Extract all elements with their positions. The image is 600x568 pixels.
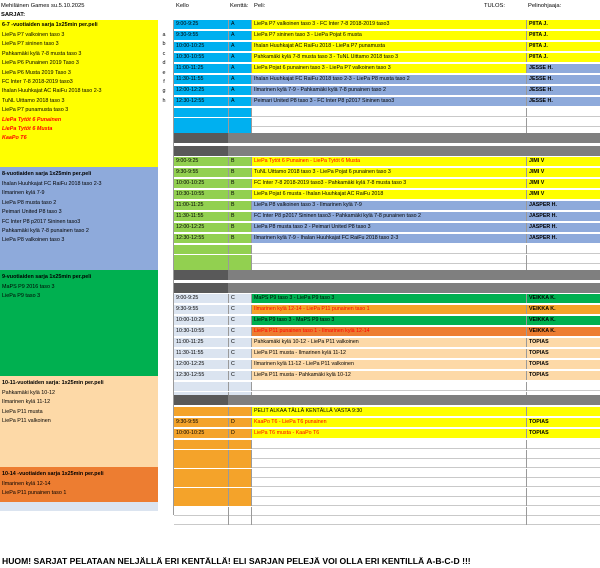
match-leader (526, 516, 600, 525)
field-label: C (228, 316, 251, 325)
match-time: 10:30-10:55 (174, 327, 228, 336)
match-leader (526, 118, 600, 127)
match-name: Peimari United P8 taso 3 - FC Inter P8 p2017 Sininen taso3 (251, 97, 526, 106)
match-name: LiePa P7 sininen taso 3 - LiePa Pojat 6 musta (251, 31, 526, 40)
schedule-row (174, 469, 600, 478)
match-leader (526, 440, 600, 449)
match-time: 12:30-12:55 (174, 371, 228, 380)
team-letter: b (162, 41, 166, 48)
match-name: Ilmarinen kylä 12-14 - LiePa P11 punainen taso 1 (251, 305, 526, 314)
match-time (174, 516, 228, 525)
schedule-row (174, 75, 600, 84)
match-name (251, 118, 526, 127)
team-name: FC Inter 7-8 2018-2019 taso3 (2, 79, 73, 85)
field-label: B (228, 157, 251, 166)
match-name: LiePa Tytöt 6 Punainen - LiePa Tytöt 6 Musta (251, 157, 526, 166)
field-label (228, 450, 251, 459)
match-time (174, 382, 228, 391)
match-time (174, 459, 228, 468)
field-label: C (228, 371, 251, 380)
team-name: Ihalan Huuhkajat AC RaiFu 2018 taso 2-3 (2, 88, 102, 95)
schedule-row (174, 440, 600, 449)
match-time: 10:30-10:55 (174, 190, 228, 199)
match-name (251, 450, 526, 459)
match-name (251, 497, 526, 506)
schedule-row (174, 20, 600, 29)
match-time: 10:30-10:55 (174, 53, 228, 62)
match-time (174, 507, 228, 516)
team-name: LiePa P8 valkoinen taso 3 (2, 237, 65, 244)
field-label: C (228, 327, 251, 336)
schedule-row (174, 42, 600, 51)
schedule-row (174, 64, 600, 73)
field-label: A (228, 97, 251, 106)
schedule-row (174, 407, 600, 416)
field-label: A (228, 53, 251, 62)
schedule-row (174, 497, 600, 506)
match-time: 12:00-12:25 (174, 86, 228, 95)
match-leader (526, 255, 600, 264)
match-leader (526, 245, 600, 254)
field-label (228, 507, 251, 516)
section-separator (174, 270, 600, 280)
team-name: Ihalan Huuhkajat FC RaiFu 2018 taso 2-3 (2, 181, 102, 187)
match-time: 10:00-10:25 (174, 179, 228, 188)
team-name: LiePa P7 sininen taso 3 (2, 41, 59, 48)
team-name: Pahkamäki kylä 7-8 musta taso 3 (2, 50, 82, 57)
match-time: 12:00-12:25 (174, 223, 228, 232)
match-time: 10:00-10:25 (174, 316, 228, 325)
schedule-row (174, 212, 600, 221)
field-label (228, 497, 251, 506)
match-name: LiePa Pojat 6 punainen taso 3 - LiePa P7 valkoinen taso 3 (251, 64, 526, 73)
field-label: C (228, 294, 251, 303)
field-label: B (228, 168, 251, 177)
schedule-row (174, 179, 600, 188)
field-label (228, 440, 251, 449)
team-letter: d (162, 60, 166, 67)
team-name: LiePa P11 musta (2, 408, 43, 415)
team-letter: h (162, 97, 166, 104)
team-name: LiePa P6 Punainen 2019 Taso 3 (2, 60, 79, 67)
schedule-row (174, 305, 600, 314)
schedule-row (174, 201, 600, 210)
match-leader: TOPIAS (526, 418, 600, 427)
match-name: MaPS P9 taso 3 - LiePa P9 taso 3 (251, 294, 526, 303)
col-leader-header: Pelinohjaaja: (528, 3, 562, 9)
schedule-row (174, 157, 600, 166)
field-label: B (228, 212, 251, 221)
team-letter: g (162, 88, 166, 95)
match-name (251, 516, 526, 525)
field-label: B (228, 179, 251, 188)
match-name (251, 478, 526, 487)
match-time: 9:00-9:25 (174, 20, 228, 29)
team-name: LiePa P8 musta taso 2 (2, 199, 57, 206)
team-name: LiePa P7 valkoinen taso 3 (2, 32, 65, 38)
schedule-row (174, 255, 600, 264)
team-letter: a (162, 32, 166, 38)
match-leader: JESSE H. (526, 86, 600, 95)
match-leader (526, 469, 600, 478)
schedule-row (174, 97, 600, 106)
match-leader (526, 497, 600, 506)
field-label: A (228, 86, 251, 95)
match-leader: TOPIAS (526, 338, 600, 347)
schedule-row (174, 371, 600, 380)
match-leader: TOPIAS (526, 429, 600, 438)
match-time: 9:30-9:55 (174, 31, 228, 40)
team-name: Pahkamäki kylä 7-8 punainen taso 2 (2, 228, 89, 234)
match-name: Ilmarinen kylä 7-9 - Ihalan Huuhkajat FC RaiFu 2018 taso 2-3 (251, 234, 526, 243)
field-label (228, 407, 251, 416)
series-title: 10-11-vuotiaiden sarja: 1x25min per.peli (2, 380, 104, 386)
match-leader: JIMI V (526, 179, 600, 188)
match-name: FC Inter 7-8 2018-2019 taso3 - Pahkamäki kylä 7-8 musta taso 3 (251, 179, 526, 188)
field-label: B (228, 201, 251, 210)
match-leader (526, 108, 600, 117)
match-name: Pahkamäki kylä 10-12 - LiePa P11 valkoinen (251, 338, 526, 347)
field-label: D (228, 418, 251, 427)
field-label (228, 108, 251, 117)
match-name: LiePa P7 valkoinen taso 3 - FC Inter 7-8 2018-2019 taso3 (251, 20, 526, 29)
match-leader: VEIKKA K. (526, 294, 600, 303)
match-leader: PIITA J. (526, 42, 600, 51)
match-time: 10:00-10:25 (174, 429, 228, 438)
match-leader: TOPIAS (526, 360, 600, 369)
match-leader: VEIKKA K. (526, 327, 600, 336)
match-name (251, 108, 526, 117)
match-leader: PIITA J. (526, 53, 600, 62)
team-name: LiePa P9 taso 3 (2, 293, 41, 300)
section-separator (174, 283, 600, 293)
match-time: 11:30-11:55 (174, 212, 228, 221)
field-label: A (228, 20, 251, 29)
team-name: TuNL Uittamo 2018 taso 3 (2, 97, 65, 104)
schedule-row (174, 338, 600, 347)
match-time: 12:00-12:25 (174, 360, 228, 369)
field-label: C (228, 349, 251, 358)
team-name: FC Inter P8 p2017 Sininen taso3 (2, 218, 81, 225)
team-name: LiePa P7 punamusta taso 3 (2, 107, 69, 114)
section-separator (174, 146, 600, 156)
match-name: LiePa P11 punainen taso 1 - Ilmarinen kylä 12-14 (251, 327, 526, 336)
match-leader (526, 382, 600, 391)
match-leader (526, 459, 600, 468)
team-name: LiePa P11 valkoinen (2, 418, 51, 425)
footer-notice: HUOM! SARJAT PELATAAN NELJÄLLÄ ERI KENTÄLLÄ! ELI SARJAN PELEJÄ VOI OLLA ERI KENTILLÄ A-B-C-D !!! (2, 556, 471, 566)
team-name: Peimari United P8 taso 3 (2, 209, 62, 216)
match-name (251, 459, 526, 468)
match-name (251, 382, 526, 391)
empty-row (0, 502, 158, 511)
match-leader: JASPER H. (526, 212, 600, 221)
schedule-row (174, 223, 600, 232)
team-name: KaaPo T6 (2, 135, 27, 142)
match-name: PELIT ALKAA TÄLLÄ KENTÄLLÄ VASTA 9:30 (251, 407, 526, 416)
field-label: A (228, 31, 251, 40)
schedule-row (174, 31, 600, 40)
series-label: SARJAT: (1, 12, 26, 18)
schedule-row (174, 507, 600, 516)
match-name: LiePa P11 musta - Pahkamäki kylä 10-12 (251, 371, 526, 380)
match-time: 9:30-9:55 (174, 305, 228, 314)
match-leader: PIITA J. (526, 31, 600, 40)
match-time: 9:30-9:55 (174, 418, 228, 427)
match-time (174, 450, 228, 459)
field-label (228, 488, 251, 497)
team-letter: c (162, 50, 166, 57)
schedule-row (174, 316, 600, 325)
match-leader (526, 450, 600, 459)
field-label (228, 478, 251, 487)
field-label: B (228, 190, 251, 199)
match-time (174, 255, 228, 264)
schedule-row (174, 450, 600, 459)
schedule-row (174, 418, 600, 427)
match-time (174, 118, 228, 127)
series-block (0, 270, 158, 376)
field-label: A (228, 64, 251, 73)
match-name: Ihalan Huuhkajat FC RaiFu 2018 taso 2-3 - LiePa P8 musta taso 2 (251, 75, 526, 84)
schedule-row (174, 459, 600, 468)
schedule-row (174, 516, 600, 525)
team-name: Ilmarinen kylä 12-14 (2, 481, 51, 487)
col-match-header: Peli: (254, 3, 266, 9)
match-time: 11:00-11:25 (174, 201, 228, 210)
match-name: LiePa P9 taso 3 - MaPS P9 taso 3 (251, 316, 526, 325)
match-name: Ihalan Huuhkajat AC RaiFu 2018 - LiePa P7 punamusta (251, 42, 526, 51)
series-title: 10-14 -vuotiaiden sarja 1x25min per.peli (2, 471, 104, 477)
match-name: Ilmarinen kylä 7-9 - Pahkamäki kylä 7-8 punainen taso 2 (251, 86, 526, 95)
field-label: C (228, 360, 251, 369)
match-name: LiePa P8 musta taso 2 - Peimari United P8 taso 3 (251, 223, 526, 232)
field-label (228, 382, 251, 391)
match-name: FC Inter P8 p2017 Sininen taso3 - Pahkamäki kylä 7-8 punainen taso 2 (251, 212, 526, 221)
match-name (251, 255, 526, 264)
team-name: LiePa Tytöt 6 Punainen (2, 116, 62, 123)
match-time (174, 497, 228, 506)
field-label: A (228, 75, 251, 84)
team-name: Pahkamäki kylä 10-12 (2, 390, 56, 396)
match-leader: TOPIAS (526, 371, 600, 380)
match-name (251, 440, 526, 449)
match-name (251, 469, 526, 478)
match-leader (526, 478, 600, 487)
col-time-header: Kello (176, 3, 189, 9)
team-name: MaPS P9 2016 taso 3 (2, 284, 55, 290)
schedule-row (174, 327, 600, 336)
schedule-row (174, 382, 600, 391)
match-time: 12:30-12:55 (174, 97, 228, 106)
match-leader: VEIKKA K. (526, 305, 600, 314)
team-name: Ilmarinen kylä 11-12 (2, 399, 51, 406)
field-label: D (228, 429, 251, 438)
match-name: Ilmarinen kylä 11-12 - LiePa P11 valkoinen (251, 360, 526, 369)
schedule-row (174, 245, 600, 254)
section-separator (174, 133, 600, 143)
match-leader: JASPER H. (526, 201, 600, 210)
schedule-row (174, 168, 600, 177)
match-name (251, 507, 526, 516)
field-label (228, 516, 251, 525)
schedule-row (174, 118, 600, 127)
match-name: LiePa P11 musta - Ilmarinen kylä 11-12 (251, 349, 526, 358)
match-leader: JIMI V (526, 190, 600, 199)
series-block (0, 376, 158, 467)
field-label: A (228, 42, 251, 51)
match-leader (526, 507, 600, 516)
match-name: TuNL Uittamo 2018 taso 3 - LiePa Pojat 6 punainen taso 3 (251, 168, 526, 177)
col-field-header: Kenttä: (230, 3, 249, 9)
field-label: B (228, 223, 251, 232)
field-label (228, 459, 251, 468)
match-time (174, 478, 228, 487)
match-time: 9:30-9:55 (174, 168, 228, 177)
match-time: 11:00-11:25 (174, 338, 228, 347)
match-time (174, 488, 228, 497)
match-leader: PIITA J. (526, 20, 600, 29)
schedule-row (174, 234, 600, 243)
match-leader: JASPER H. (526, 234, 600, 243)
match-leader: JIMI V (526, 168, 600, 177)
column-divider (173, 20, 174, 515)
match-time: 9:00-9:25 (174, 294, 228, 303)
match-leader (526, 407, 600, 416)
match-time (174, 407, 228, 416)
match-time (174, 440, 228, 449)
team-name: LiePa P11 punainen taso 1 (2, 490, 67, 497)
match-time: 11:30-11:55 (174, 349, 228, 358)
section-separator (174, 395, 600, 405)
match-name: LiePa P8 valkoinen taso 3 - Ilmarinen kylä 7-9 (251, 201, 526, 210)
match-name (251, 245, 526, 254)
schedule-row (174, 108, 600, 117)
team-name: LiePa P6 Musta 2019 Taso 3 (2, 69, 71, 76)
schedule-row (174, 190, 600, 199)
series-title: 6-7 -vuotiaiden sarja 1x25min per.peli (2, 22, 98, 28)
field-label (228, 245, 251, 254)
schedule-row (174, 349, 600, 358)
schedule-row (174, 488, 600, 497)
match-time: 10:00-10:25 (174, 42, 228, 51)
series-title: 9-vuotiaiden sarja 1x25min per.peli (2, 274, 92, 280)
match-leader (526, 488, 600, 497)
match-name: KaaPo T6 - LiePa T6 punainen (251, 418, 526, 427)
match-time (174, 469, 228, 478)
match-leader: JIMI V (526, 157, 600, 166)
col-result-header: TULOS: (484, 3, 505, 9)
match-leader: JASPER H. (526, 223, 600, 232)
match-leader: TOPIAS (526, 349, 600, 358)
field-label: B (228, 234, 251, 243)
series-block (0, 20, 158, 167)
match-time: 11:30-11:55 (174, 75, 228, 84)
field-label (228, 469, 251, 478)
match-leader: JESSE H. (526, 97, 600, 106)
match-time (174, 245, 228, 254)
series-block (0, 467, 158, 502)
field-label (228, 118, 251, 127)
field-label: C (228, 305, 251, 314)
match-name: Pahkamäki kylä 7-8 musta taso 3 - TuNL Uittamo 2018 taso 3 (251, 53, 526, 62)
match-name (251, 488, 526, 497)
match-leader: JESSE H. (526, 64, 600, 73)
schedule-row (174, 53, 600, 62)
schedule-row (174, 478, 600, 487)
field-label (228, 255, 251, 264)
team-letter: e (162, 69, 166, 76)
event-title: Mehiläinen Games su.5.10.2025 (1, 3, 85, 9)
match-name: LiePa T6 musta - KaaPo T6 (251, 429, 526, 438)
series-block (0, 167, 158, 270)
team-name: LiePa Tytöt 6 Musta (2, 126, 53, 132)
match-leader: VEIKKA K. (526, 316, 600, 325)
team-name: Ilmarinen kylä 7-9 (2, 190, 45, 197)
team-letter: f (163, 79, 165, 85)
schedule-row (174, 429, 600, 438)
match-name: LiePa Pojat 6 musta - Ihalan Huuhkajat AC RaiFu 2018 (251, 190, 526, 199)
match-leader: JESSE H. (526, 75, 600, 84)
match-time: 9:00-9:25 (174, 157, 228, 166)
match-time (174, 108, 228, 117)
schedule-row (174, 86, 600, 95)
schedule-row (174, 360, 600, 369)
schedule-row (174, 294, 600, 303)
field-label: C (228, 338, 251, 347)
match-time: 11:00-11:25 (174, 64, 228, 73)
series-title: 8-vuotiaiden sarja 1x25min per.peli (2, 171, 92, 177)
match-time: 12:30-12:55 (174, 234, 228, 243)
